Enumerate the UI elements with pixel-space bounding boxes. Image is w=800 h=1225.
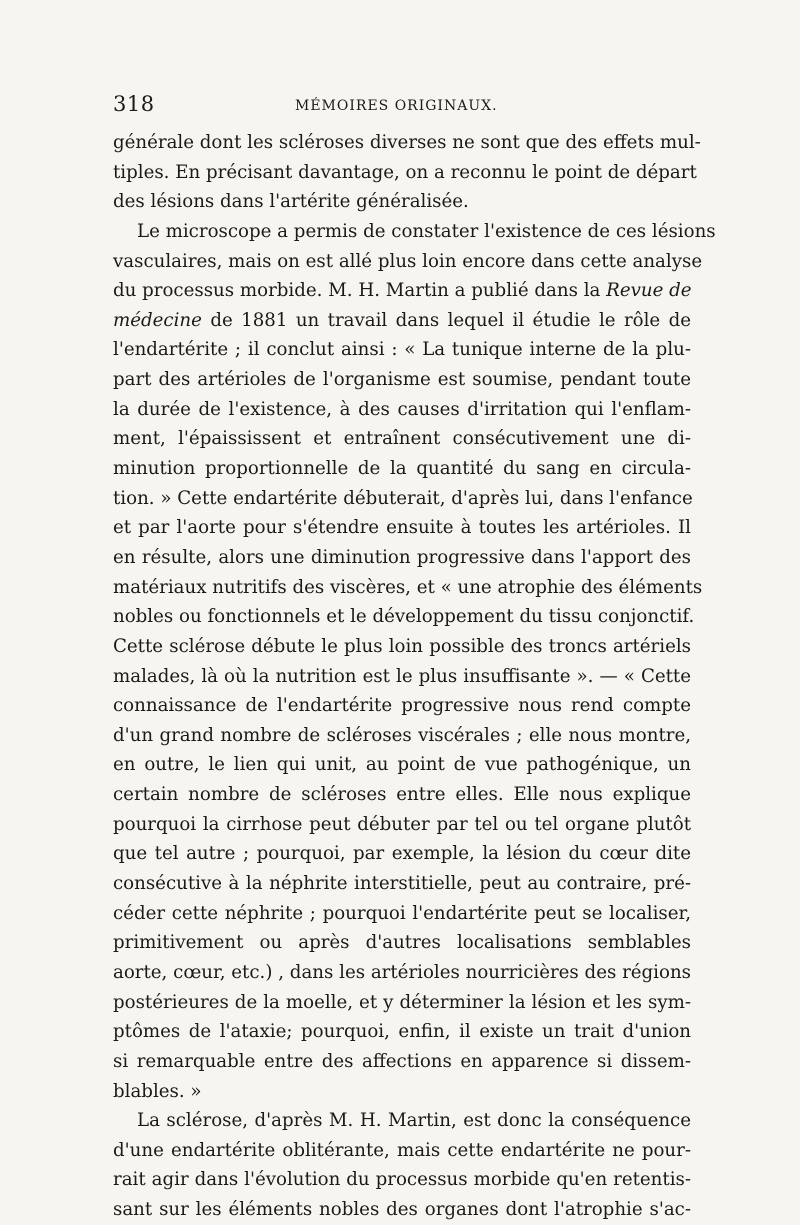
text-line: La sclérose, d'après M. H. Martin, est donc la conséquence — [137, 1110, 691, 1132]
text-line — [113, 276, 691, 306]
text-line: ment, l'épaississent et entraînent consécutivement une di- — [113, 428, 691, 450]
text-line: part des artérioles de l'organisme est soumise, pendant toute — [113, 369, 691, 391]
text-line — [113, 306, 691, 336]
text-line: pourquoi la cirrhose peut débuter par tel ou tel organe plutôt — [113, 813, 691, 835]
body-text — [113, 128, 716, 1225]
running-title: MÉMOIRES ORIGINAUX. — [295, 98, 498, 114]
text-line: sant sur les éléments nobles des organes dont l'atrophie s'ac- — [113, 1199, 691, 1221]
text-line: et par l'aorte pour s'étendre ensuite à toutes les artérioles. Il — [113, 517, 691, 539]
text-line: d'une endartérite oblitérante, mais cette endartérite ne pour- — [113, 1139, 691, 1161]
text-line: rait agir dans l'évolution du processus morbide qu'en retentis- — [113, 1169, 691, 1191]
text-line: blables. » — [113, 1080, 202, 1102]
italic-title-segment: médecine — [113, 309, 202, 331]
text-line: connaissance de l'endartérite progressive nous rend compte — [113, 695, 691, 717]
text-line: tiples. En précisant davantage, on a reconnu le point de départ — [113, 161, 697, 183]
text-line: d'un grand nombre de scléroses viscérales ; elle nous montre, — [113, 724, 691, 746]
page-header — [113, 92, 693, 122]
text-segment: de 1881 un travail dans lequel il étudie le rôle de — [201, 309, 691, 331]
text-line: postérieures de la moelle, et y déterminer la lésion et les sym- — [113, 991, 691, 1013]
text-line: matériaux nutritifs des viscères, et « une atrophie des éléments — [113, 576, 703, 598]
text-line: des lésions dans l'artérite généralisée. — [113, 191, 469, 213]
text-line: aorte, cœur, etc.) , dans les artérioles nourricières des régions — [113, 961, 691, 983]
text-line: tion. » Cette endartérite débuterait, d'après lui, dans l'enfance — [113, 487, 693, 509]
text-line: ptômes de l'ataxie; pourquoi, enfin, il existe un trait d'union — [113, 1021, 691, 1043]
italic-title-segment: Revue de — [606, 280, 692, 302]
text-line: consécutive à la néphrite interstitielle, peut au contraire, pré- — [113, 873, 691, 895]
text-line: l'endartérite ; il conclut ainsi : « La tunique interne de la plu- — [113, 339, 691, 361]
text-line: la durée de l'existence, à des causes d'irritation qui l'enflam- — [113, 398, 691, 420]
text-line: minution proportionnelle de la quantité du sang en circula- — [113, 458, 691, 480]
text-line: Cette sclérose débute le plus loin possible des troncs artériels — [113, 635, 691, 657]
text-line: Le microscope a permis de constater l'existence de ces lésions — [137, 220, 716, 242]
text-line: céder cette néphrite ; pourquoi l'endartérite peut se localiser, — [113, 902, 691, 924]
text-line: malades, là où la nutrition est le plus insuffisante ». — « Cette — [113, 665, 691, 687]
text-line: primitivement ou après d'autres localisations semblables — [113, 932, 691, 954]
text-line: que tel autre ; pourquoi, par exemple, la lésion du cœur dite — [113, 843, 691, 865]
text-line: certain nombre de scléroses entre elles. Elle nous explique — [113, 784, 691, 806]
page-number: 318 — [113, 92, 155, 116]
text-line: en résulte, alors une diminution progressive dans l'apport des — [113, 546, 691, 568]
text-line: en outre, le lien qui unit, au point de vue pathogénique, un — [113, 754, 691, 776]
text-line: nobles ou fonctionnels et le développement du tissu conjonctif. — [113, 606, 695, 628]
text-segment: du processus morbide. M. H. Martin a publié dans la — [113, 280, 607, 302]
text-line: générale dont les scléroses diverses ne sont que des effets mul- — [113, 132, 701, 153]
text-line: si remarquable entre des affections en apparence si dissem- — [113, 1050, 691, 1072]
text-line: vasculaires, mais on est allé plus loin encore dans cette analyse — [113, 250, 703, 272]
